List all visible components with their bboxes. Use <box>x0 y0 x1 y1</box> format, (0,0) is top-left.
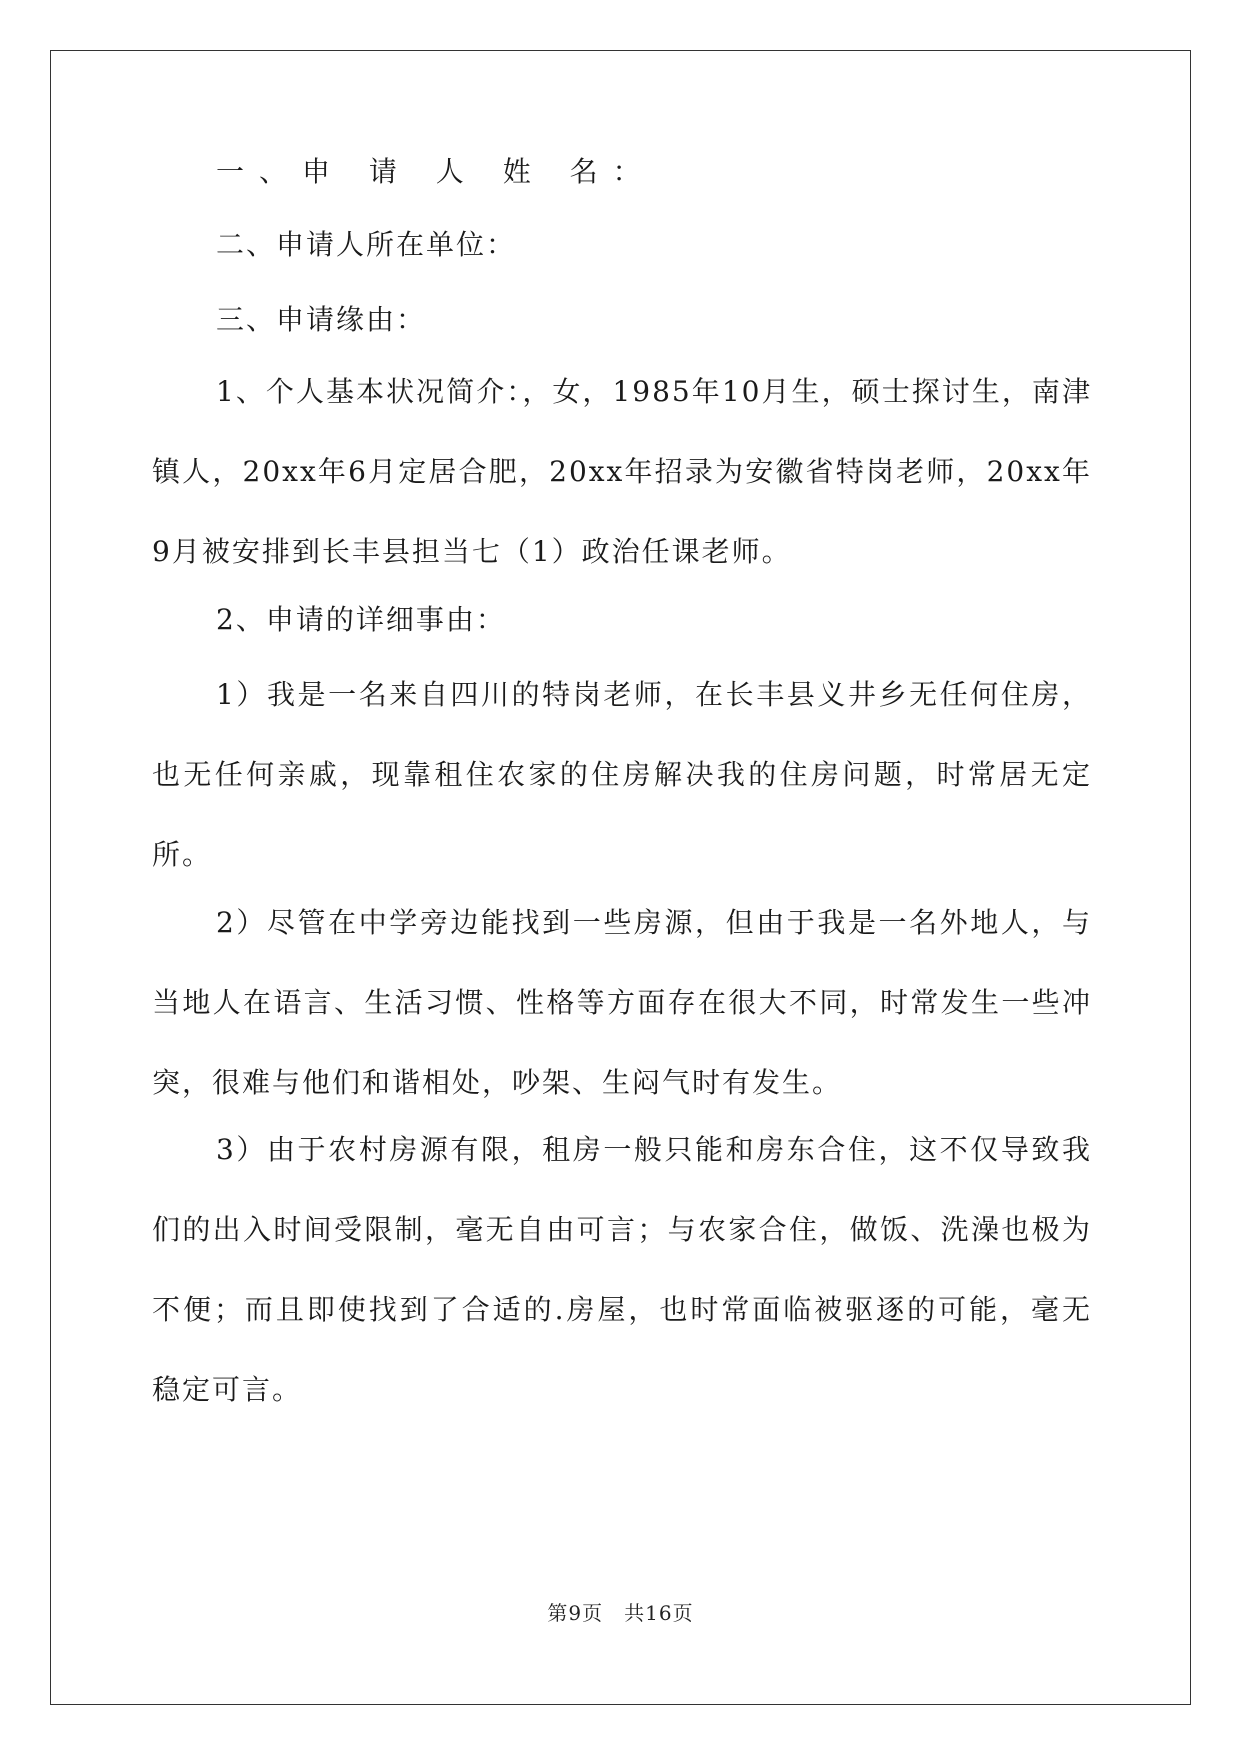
section-reason-heading: 三、申请缘由： <box>216 303 427 336</box>
paragraph-detail-heading: 2、申请的详细事由： <box>216 603 506 636</box>
section-applicant-name: 一、申 请 人 姓 名： <box>216 155 656 188</box>
paragraph-reason-3: 3）由于农村房源有限，租房一般只能和房东合住，这不仅导致我们的出入时间受限制，毫无自由可言；与农家合住，做饭、洗澡也极为不便；而且即使找到了合适的.房屋，也时常面临被驱逐的可能，毫无稳定可言。 <box>152 1133 1092 1406</box>
paragraph-reason-1: 1）我是一名来自四川的特岗老师，在长丰县义井乡无任何住房，也无任何亲戚，现靠租住农家的住房解决我的住房问题，时常居无定所。 <box>152 678 1092 871</box>
paragraph-reason-2: 2）尽管在中学旁边能找到一些房源，但由于我是一名外地人，与当地人在语言、生活习惯、性格等方面存在很大不同，时常发生一些冲突，很难与他们和谐相处，吵架、生闷气时有发生。 <box>152 906 1092 1099</box>
paragraph-personal-profile: 1、个人基本状况简介：，女，1985年10月生，硕士探讨生，南津镇人，20xx年6月定居合肥，20xx年招录为安徽省特岗老师，20xx年9月被安排到长丰县担当七（1）政治任课老师。 <box>152 375 1092 568</box>
page-number-footer: 第9页 共16页 <box>547 1601 694 1625</box>
section-applicant-unit: 二、申请人所在单位： <box>216 228 517 261</box>
